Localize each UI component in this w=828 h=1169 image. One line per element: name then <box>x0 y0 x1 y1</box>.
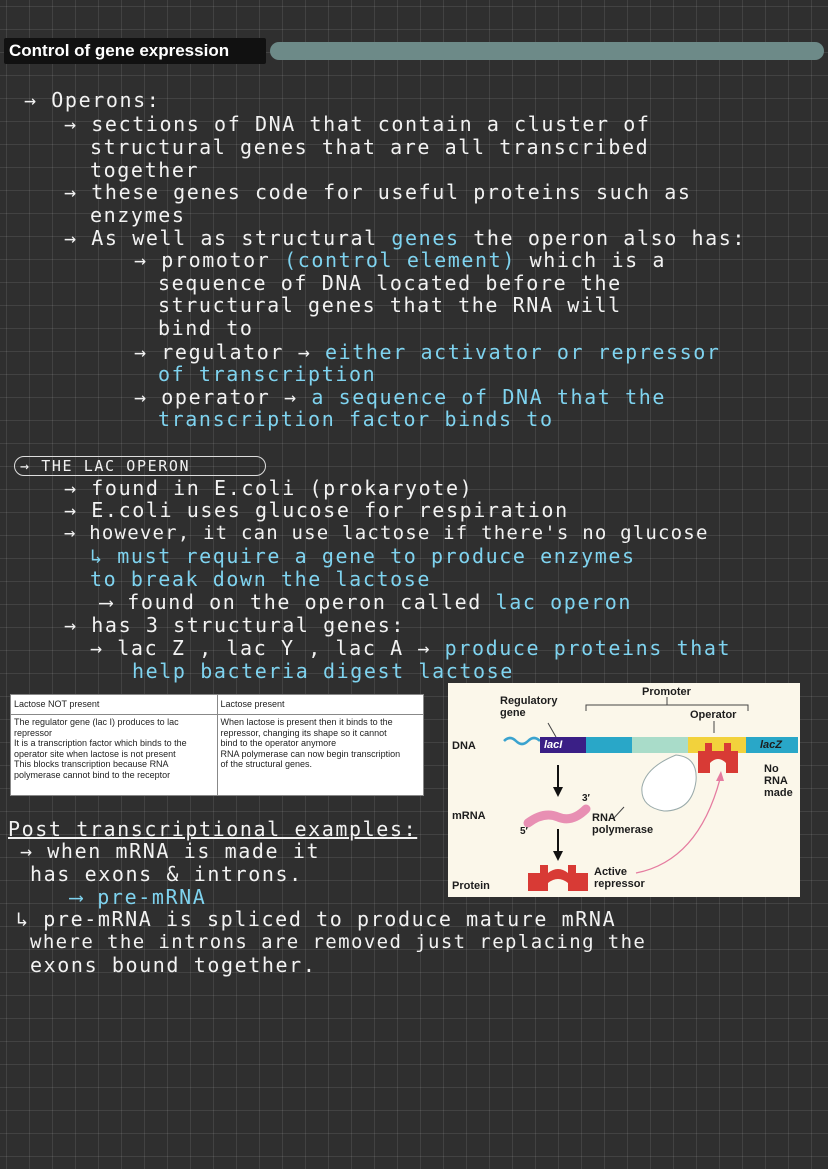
operons-heading: → Operons: <box>24 88 161 112</box>
regulator-definition: either activator or repressor <box>324 340 721 364</box>
table-text: This blocks transcription because RNA <box>14 759 169 769</box>
three-prime-label: 3′ <box>582 793 590 804</box>
operator-line-1 <box>134 386 666 408</box>
repressor-protein <box>528 865 588 891</box>
active-repressor-label <box>594 866 645 890</box>
dna-label: DNA <box>452 740 476 752</box>
table-text: bind to the operator anymore <box>220 738 337 748</box>
lac-line-4: ↳ must require a gene to produce enzymes <box>90 544 636 568</box>
post-line-6: exons bound together. <box>30 953 317 977</box>
lac-line-1: → found in E.coli (prokaryote) <box>64 476 474 500</box>
lactose-comparison-table <box>10 694 424 796</box>
rna-polymerase-blob <box>642 755 696 811</box>
lac-line-3: → however, it can use lactose if there's no glucose <box>64 522 709 544</box>
no-rna-line-3: made <box>764 787 793 799</box>
rna-pol-line-2: polymerase <box>592 824 654 836</box>
promotor-line-1-c: which is a <box>515 248 667 272</box>
operator-label: Operator <box>690 709 737 721</box>
promotor-label: → promotor <box>134 248 285 272</box>
table-text: The regulator gene (lac I) produces to lac <box>14 717 179 727</box>
mrna-label: mRNA <box>452 810 486 822</box>
table-cell-not-present <box>11 715 218 796</box>
promotor-line-1 <box>134 249 666 271</box>
lac-operon-term: lac operon <box>495 590 633 614</box>
mrna-strand <box>528 809 586 823</box>
active-repressor-line-1: Active <box>594 866 628 878</box>
table-text: repressor, changing its shape so it cannot <box>220 727 387 738</box>
operons-line-3: together <box>90 158 200 182</box>
post-heading: Post transcriptional examples: <box>8 817 418 841</box>
operons-line-6 <box>64 227 746 249</box>
repressor-tab-left <box>705 743 712 751</box>
regulator-label: → regulator → <box>134 340 325 364</box>
post-line-1: → when mRNA is made it <box>20 839 321 863</box>
lac-line-7: → has 3 structural genes: <box>64 613 406 637</box>
title-decoration-bar <box>270 42 824 60</box>
spacer-bar <box>586 737 632 753</box>
operons-line-5: enzymes <box>90 203 186 227</box>
promotor-line-4: bind to <box>158 316 254 340</box>
table-text: RNA polymerase can now begin transcription <box>220 748 401 759</box>
promotor-line-3: structural genes that the RNA will <box>158 293 622 317</box>
lac-line-5: to break down the lactose <box>90 567 432 591</box>
laci-label: lacI <box>544 739 563 751</box>
regulatory-pointer <box>548 723 556 737</box>
five-prime-label: 5′ <box>520 826 528 837</box>
table-header-not-present: Lactose NOT present <box>11 695 218 715</box>
regulatory-label-line-2: gene <box>500 707 526 719</box>
arrow-down-1-head <box>553 787 563 797</box>
operator-label: → operator → <box>134 385 312 409</box>
operons-line-1: → sections of DNA that contain a cluster of <box>64 112 651 136</box>
lac-line-8 <box>90 637 731 659</box>
protein-label: Protein <box>452 880 490 892</box>
lac-operon-diagram <box>448 683 800 897</box>
repressor-tab-right <box>724 743 731 751</box>
page-title: Control of gene expression <box>9 41 230 60</box>
table-text: polymerase cannot bind to the receptor <box>14 769 171 780</box>
promotor-control-element: (control element) <box>284 248 516 272</box>
table-header-present: Lactose present <box>217 695 424 715</box>
no-rna-line-1: No <box>764 763 779 775</box>
lac-genes-function: produce proteins that <box>444 636 732 660</box>
operator-line-2: transcription factor binds to <box>158 407 554 431</box>
lacz-label: lacZ <box>760 739 783 751</box>
regulatory-label-line-1: Regulatory <box>500 695 558 707</box>
lac-line-9: help bacteria digest lactose <box>132 659 514 683</box>
regulator-line-2: of transcription <box>158 362 377 386</box>
post-line-3: ⟶ pre-mRNA <box>70 885 207 909</box>
promoter-bar <box>632 737 688 753</box>
operons-line-6-c: the operon also has: <box>459 226 747 250</box>
operator-bar <box>688 737 746 753</box>
operons-line-6-a: → As well as structural <box>64 226 392 250</box>
table-text: repressor <box>14 727 53 738</box>
promotor-line-2: sequence of DNA located before the <box>158 271 622 295</box>
post-line-2: has exons & introns. <box>30 862 303 886</box>
repressor-on-operator <box>698 751 738 773</box>
lac-line-2: → E.coli uses glucose for respiration <box>64 498 569 522</box>
operator-definition: a sequence of DNA that the <box>311 385 667 409</box>
post-line-4: ↳ pre-mRNA is spliced to produce mature mRNA <box>16 907 617 931</box>
table-text: When lactose is present then it binds to the <box>220 717 393 727</box>
operons-line-6-genes: genes <box>391 226 460 250</box>
no-rna-line-2: RNA <box>764 775 788 787</box>
arrow-down-2-head <box>553 851 563 861</box>
post-line-5: where the introns are removed just replacing the <box>30 931 647 953</box>
regulatory-gene-label <box>500 695 557 719</box>
operons-line-2: structural genes that are all transcribed <box>90 135 650 159</box>
operons-line-4: → these genes code for useful proteins such as <box>64 180 692 204</box>
promoter-label: Promoter <box>642 686 691 698</box>
dna-helix-tail <box>504 738 540 744</box>
active-repressor-line-2: repressor <box>594 878 645 890</box>
table-text: operator site when lactose is not present <box>14 748 176 759</box>
lac-genes-list: → lac Z , lac Y , lac A → <box>90 636 445 660</box>
table-text: It is a transcription factor which binds to the <box>14 738 187 748</box>
repressor-binding-arrow-head <box>716 771 724 781</box>
lac-heading: → THE LAC OPERON <box>20 457 191 475</box>
regulator-line-1 <box>134 341 721 363</box>
lac-line-6 <box>100 591 632 613</box>
table-cell-present <box>217 715 424 796</box>
lac-line-6-a: ⟶ found on the operon called <box>100 590 496 614</box>
rna-polymerase-label <box>592 812 653 836</box>
table-text: of the structural genes. <box>220 759 313 769</box>
rna-pol-line-1: RNA <box>592 812 616 824</box>
no-rna-label <box>764 763 793 799</box>
